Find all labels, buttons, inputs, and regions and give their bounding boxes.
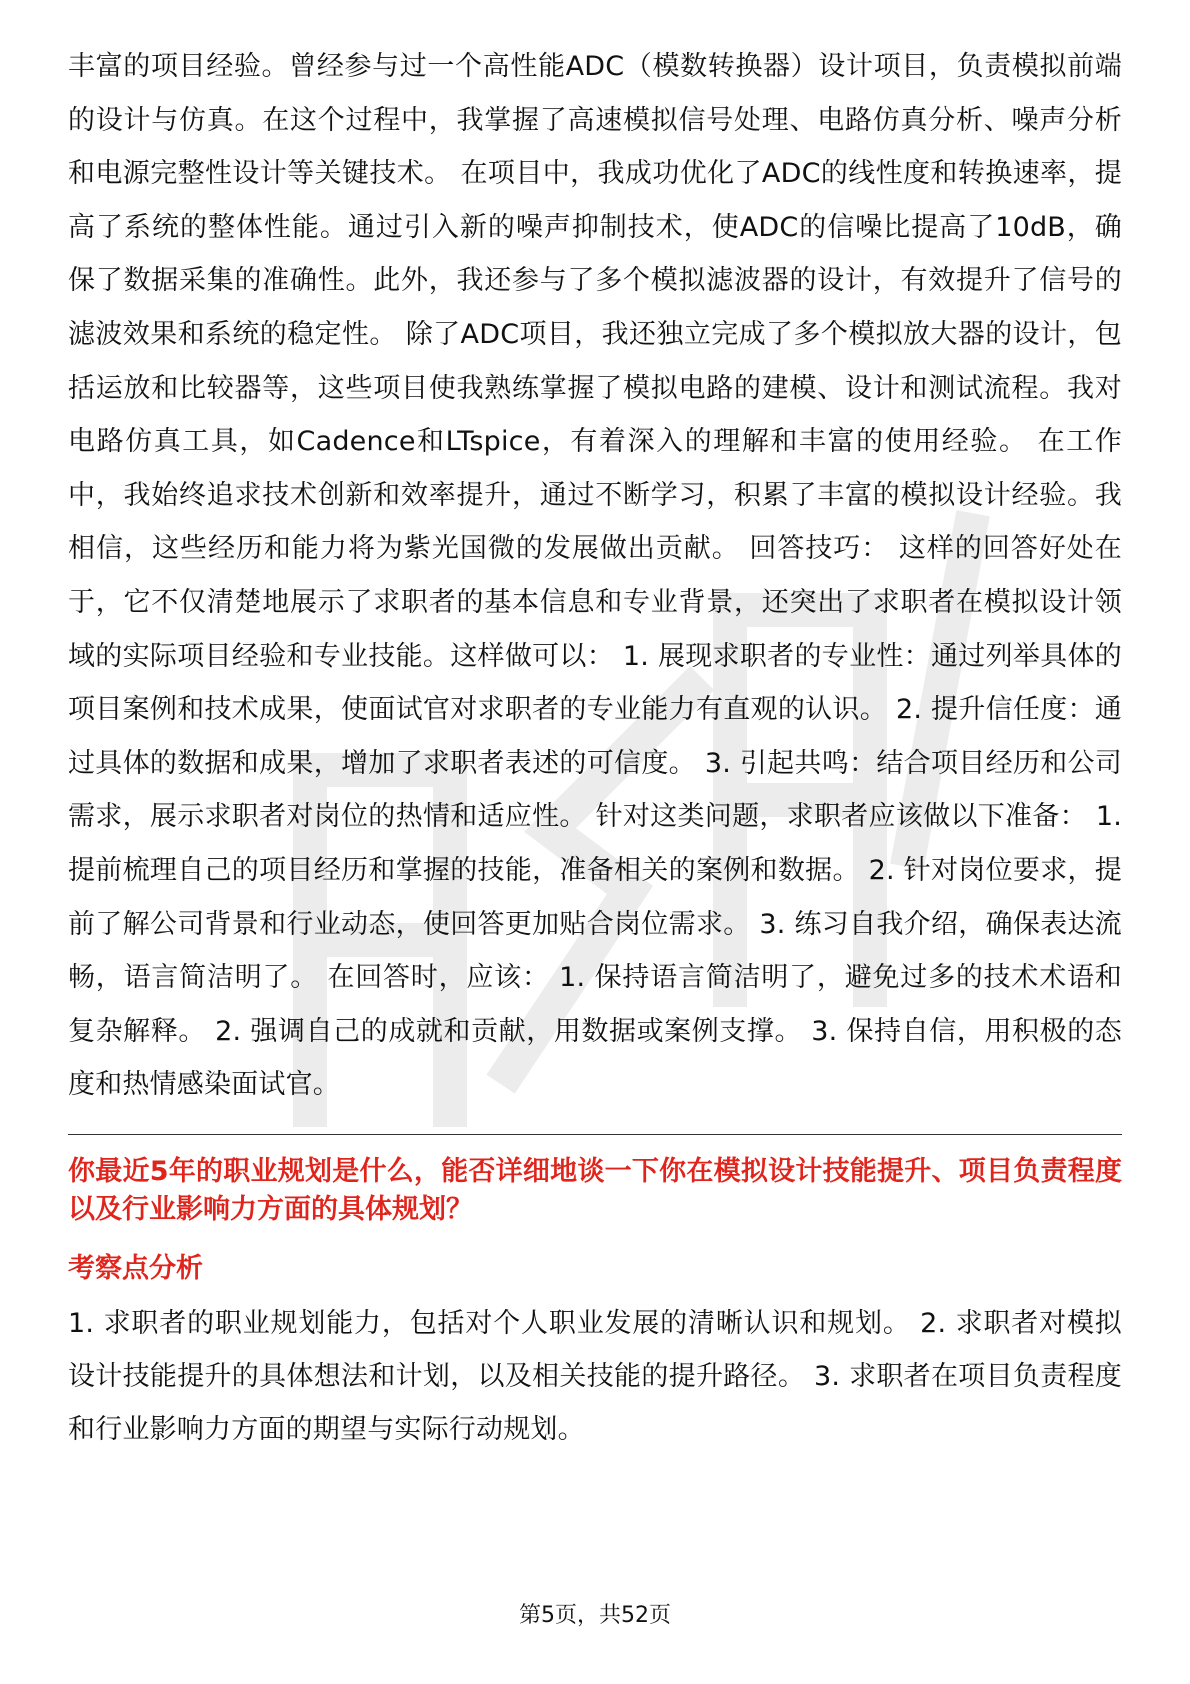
page-number: 第5页，共52页 [519, 1603, 671, 1628]
answer-paragraph: 丰富的项目经验。曾经参与过一个高性能ADC（模数转换器）设计项目，负责模拟前端的设计与仿真。在这个过程中，我掌握了高速模拟信号处理、电路仿真分析、噪声分析和电源完整性设计等关键技术。 在项目中，我成功优化了ADC的线性度和转换速率，提高了系统的整体性能。通过引入新的噪声抑制技术，使ADC的信噪比提高了10dB，确保了数据采集的准确性。此外，我还参与了多个模拟滤波器的设计，有效提升了信号的滤波效果和系统的稳定性。 除了ADC项目，我还独立完成了多个模拟放大器的设计，包括运放和比较器等，这些项目使我熟练掌握了模拟电路的建模、设计和测试流程。我对电路仿真工具，如Cadence和LTspice，有着深入的理解和丰富的使用经验。 在工作中，我始终追求技术创新和效率提升，通过不断学习，积累了丰富的模拟设计经验。我相信，这些经历和能力将为紫光国微的发展做出贡献。 回答技巧： 这样的回答好处在于，它不仅清楚地展示了求职者的基本信息和专业背景，还突出了求职者在模拟设计领域的实际项目经验和专业技能。这样做可以： 1. 展现求职者的专业性：通过列举具体的项目案例和技术成果，使面试官对求职者的专业能力有直观的认识。 2. 提升信任度：通过具体的数据和成果，增加了求职者表述的可信度。 3. 引起共鸣：结合项目经历和公司需求，展示求职者对岗位的热情和适应性。 针对这类问题，求职者应该做以下准备： 1. 提前梳理自己的项目经历和掌握的技能，准备相关的案例和数据。 2. 针对岗位要求，提前了解公司背景和行业动态，使回答更加贴合岗位需求。 3. 练习自我介绍，确保表达流畅，语言简洁明了。 在回答时，应该： 1. 保持语言简洁明了，避免过多的技术术语和复杂解释。 2. 强调自己的成就和贡献，用数据或案例支撑。 3. 保持自信，用积极的态度和热情感染面试官。 [68, 51, 1122, 1101]
analysis-heading: 考察点分析 [68, 1252, 203, 1284]
interview-question: 你最近5年的职业规划是什么，能否详细地谈一下你在模拟设计技能提升、项目负责程度以及行业影响力方面的具体规划？ [68, 1155, 1122, 1225]
section-divider [68, 1134, 1122, 1135]
analysis-text: 1. 求职者的职业规划能力，包括对个人职业发展的清晰认识和规划。 2. 求职者对模拟设计技能提升的具体想法和计划，以及相关技能的提升路径。 3. 求职者在项目负责程度和行业影响力方面的期望与实际行动规划。 [68, 1307, 1122, 1445]
document-page [68, 40, 1122, 1456]
